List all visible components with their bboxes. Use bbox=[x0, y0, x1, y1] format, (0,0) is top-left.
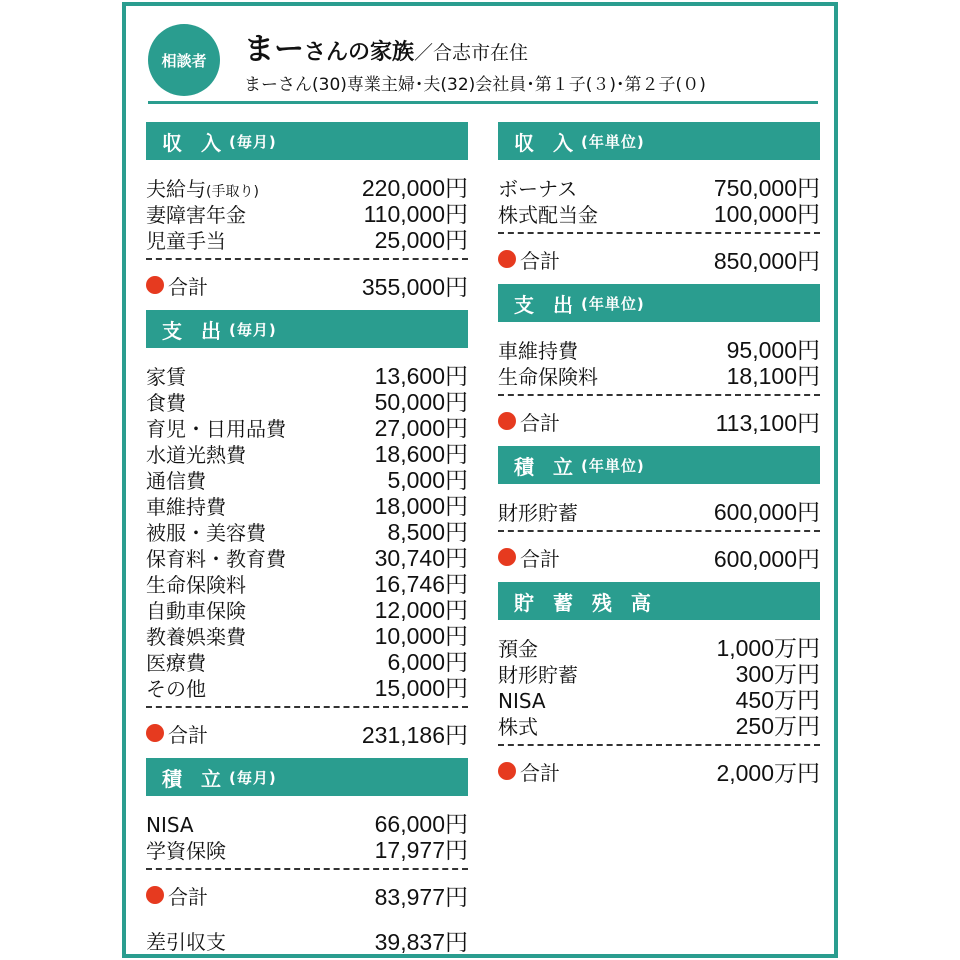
header bbox=[148, 18, 818, 104]
consultant-badge: 相談者 bbox=[148, 24, 220, 96]
total-label-text: 合計 bbox=[168, 722, 208, 747]
list-item bbox=[146, 196, 468, 227]
section-subtitle: (毎月) bbox=[228, 320, 277, 339]
item-value: 18,600円 bbox=[374, 441, 468, 467]
red-dot-icon bbox=[498, 762, 516, 780]
item-label: 預金 bbox=[498, 637, 538, 661]
list-item bbox=[498, 332, 820, 363]
item-value: 13,600円 bbox=[374, 363, 468, 389]
dashed-divider bbox=[498, 530, 820, 532]
list-item bbox=[146, 514, 468, 545]
section-subtitle: (年単位) bbox=[580, 456, 645, 475]
total-label bbox=[498, 407, 560, 436]
item-label: 医療費 bbox=[146, 651, 206, 675]
item-value: 220,000円 bbox=[361, 175, 468, 201]
income-monthly-list bbox=[146, 160, 468, 252]
list-item bbox=[146, 222, 468, 253]
balance-value: 39,837円 bbox=[374, 928, 468, 955]
list-item bbox=[146, 410, 468, 441]
savings-monthly-total bbox=[146, 878, 468, 912]
item-value: 27,000円 bbox=[374, 415, 468, 441]
expense-yearly-list bbox=[498, 322, 820, 388]
item-label: 通信費 bbox=[146, 469, 206, 493]
item-value: 66,000円 bbox=[374, 811, 468, 837]
list-item bbox=[146, 436, 468, 467]
dashed-divider bbox=[146, 706, 468, 708]
item-label: 水道光熱費 bbox=[146, 443, 246, 467]
total-label-text: 合計 bbox=[168, 274, 208, 299]
item-label: 教養娯楽費 bbox=[146, 625, 246, 649]
total-label bbox=[146, 271, 208, 300]
list-item bbox=[498, 708, 820, 739]
section-title: 積 立 bbox=[514, 454, 579, 479]
right-column bbox=[498, 122, 820, 796]
section-title: 支 出 bbox=[514, 292, 579, 317]
section-title: 貯 蓄 残 高 bbox=[514, 590, 657, 615]
item-label: 妻障害年金 bbox=[146, 203, 246, 227]
total-label bbox=[498, 543, 560, 572]
total-label bbox=[146, 881, 208, 910]
item-value: 30,740円 bbox=[374, 545, 468, 571]
left-column bbox=[146, 122, 468, 960]
item-label: 学資保険 bbox=[146, 839, 226, 863]
list-item bbox=[146, 540, 468, 571]
item-value: 450万円 bbox=[735, 687, 820, 713]
item-value: 25,000円 bbox=[374, 227, 468, 253]
list-item bbox=[146, 358, 468, 389]
item-label: 財形貯蓄 bbox=[498, 501, 578, 525]
item-value: 100,000円 bbox=[713, 201, 820, 227]
income-monthly-total bbox=[146, 268, 468, 302]
red-dot-icon bbox=[498, 548, 516, 566]
section-subtitle: (年単位) bbox=[580, 294, 645, 313]
section-subtitle: (毎月) bbox=[228, 768, 277, 787]
item-label: 財形貯蓄 bbox=[498, 663, 578, 687]
list-item bbox=[498, 170, 820, 201]
section-title: 収 入 bbox=[514, 130, 579, 155]
red-dot-icon bbox=[146, 724, 164, 742]
section-savings-yearly bbox=[498, 446, 820, 484]
section-expense-yearly bbox=[498, 284, 820, 322]
section-title: 支 出 bbox=[162, 318, 227, 343]
list-item bbox=[498, 656, 820, 687]
item-label: 株式配当金 bbox=[498, 203, 598, 227]
item-label: 自動車保険 bbox=[146, 599, 246, 623]
dashed-divider bbox=[498, 232, 820, 234]
item-label: NISA bbox=[146, 813, 194, 837]
item-label: 生命保険料 bbox=[146, 573, 246, 597]
item-value: 12,000円 bbox=[374, 597, 468, 623]
list-item bbox=[498, 494, 820, 525]
family-suffix: さんの家族 bbox=[304, 40, 415, 65]
income-yearly-total bbox=[498, 242, 820, 276]
item-label: 車維持費 bbox=[146, 495, 226, 519]
list-item bbox=[498, 630, 820, 661]
red-dot-icon bbox=[498, 250, 516, 268]
item-value: 10,000円 bbox=[374, 623, 468, 649]
item-value: 18,100円 bbox=[726, 363, 820, 389]
section-assets bbox=[498, 582, 820, 620]
item-value: 18,000円 bbox=[374, 493, 468, 519]
family-location: ／合志市在住 bbox=[414, 42, 529, 64]
item-value: 600,000円 bbox=[713, 499, 820, 525]
family-members: まーさん(30)専業主婦･夫(32)会社員･第１子(３)･第２子(０) bbox=[244, 75, 706, 95]
section-expense-monthly bbox=[146, 310, 468, 348]
item-label: ボーナス bbox=[498, 177, 578, 201]
list-item bbox=[498, 196, 820, 227]
section-savings-monthly bbox=[146, 758, 468, 796]
item-value: 6,000円 bbox=[387, 649, 468, 675]
item-label: 食費 bbox=[146, 391, 186, 415]
dashed-divider bbox=[146, 258, 468, 260]
list-item bbox=[146, 488, 468, 519]
item-label: NISA bbox=[498, 689, 546, 713]
item-value: 8,500円 bbox=[387, 519, 468, 545]
list-item bbox=[146, 644, 468, 675]
item-label: 車維持費 bbox=[498, 339, 578, 363]
list-item bbox=[146, 384, 468, 415]
assets-list bbox=[498, 620, 820, 738]
section-title: 積 立 bbox=[162, 766, 227, 791]
household-budget-card bbox=[122, 2, 838, 958]
dashed-divider bbox=[146, 868, 468, 870]
family-title bbox=[244, 24, 528, 68]
item-label: 育児・日用品費 bbox=[146, 417, 286, 441]
savings-monthly-list bbox=[146, 796, 468, 862]
net-balance bbox=[146, 920, 468, 960]
item-label: その他 bbox=[146, 677, 206, 701]
list-item bbox=[146, 670, 468, 701]
total-value: 231,186円 bbox=[361, 721, 468, 748]
expense-yearly-total bbox=[498, 404, 820, 438]
assets-total bbox=[498, 754, 820, 788]
total-label-text: 合計 bbox=[520, 760, 560, 785]
item-value: 95,000円 bbox=[726, 337, 820, 363]
family-name: まー bbox=[244, 32, 304, 67]
total-value: 2,000万円 bbox=[716, 759, 820, 786]
list-item bbox=[146, 170, 468, 201]
list-item bbox=[146, 832, 468, 863]
section-subtitle: (年単位) bbox=[580, 132, 645, 151]
balance-label: 差引収支 bbox=[146, 929, 226, 954]
item-value: 750,000円 bbox=[713, 175, 820, 201]
total-value: 355,000円 bbox=[361, 273, 468, 300]
item-label: 家賃 bbox=[146, 365, 186, 389]
section-title: 収 入 bbox=[162, 130, 227, 155]
item-value: 1,000万円 bbox=[716, 635, 820, 661]
item-value: 17,977円 bbox=[374, 837, 468, 863]
red-dot-icon bbox=[146, 276, 164, 294]
total-label bbox=[498, 245, 560, 274]
total-value: 113,100円 bbox=[715, 409, 820, 436]
item-value: 16,746円 bbox=[374, 571, 468, 597]
expense-monthly-total bbox=[146, 716, 468, 750]
total-value: 850,000円 bbox=[713, 247, 820, 274]
item-value: 5,000円 bbox=[387, 467, 468, 493]
item-value: 250万円 bbox=[735, 713, 820, 739]
total-label-text: 合計 bbox=[168, 884, 208, 909]
list-item bbox=[146, 806, 468, 837]
total-value: 83,977円 bbox=[374, 883, 468, 910]
red-dot-icon bbox=[146, 886, 164, 904]
section-subtitle: (毎月) bbox=[228, 132, 277, 151]
item-label: 被服・美容費 bbox=[146, 521, 266, 545]
item-value: 50,000円 bbox=[374, 389, 468, 415]
red-dot-icon bbox=[498, 412, 516, 430]
item-label bbox=[146, 173, 259, 202]
total-label-text: 合計 bbox=[520, 248, 560, 273]
item-label: 児童手当 bbox=[146, 229, 226, 253]
total-label bbox=[498, 757, 560, 786]
total-label-text: 合計 bbox=[520, 410, 560, 435]
list-item bbox=[146, 592, 468, 623]
list-item bbox=[146, 462, 468, 493]
item-note: (手取り) bbox=[206, 184, 259, 200]
total-label bbox=[146, 719, 208, 748]
list-item bbox=[146, 618, 468, 649]
expense-monthly-list bbox=[146, 348, 468, 700]
item-label: 保育料・教育費 bbox=[146, 547, 286, 571]
dashed-divider bbox=[498, 394, 820, 396]
section-income-monthly bbox=[146, 122, 468, 160]
list-item bbox=[146, 566, 468, 597]
section-income-yearly bbox=[498, 122, 820, 160]
item-value: 15,000円 bbox=[374, 675, 468, 701]
dashed-divider bbox=[498, 744, 820, 746]
income-yearly-list bbox=[498, 160, 820, 226]
total-label-text: 合計 bbox=[520, 546, 560, 571]
item-label: 生命保険料 bbox=[498, 365, 598, 389]
total-value: 600,000円 bbox=[713, 545, 820, 572]
item-label-text: 夫給与 bbox=[146, 177, 206, 201]
item-label: 株式 bbox=[498, 715, 538, 739]
savings-yearly-total bbox=[498, 540, 820, 574]
savings-yearly-list bbox=[498, 484, 820, 524]
list-item bbox=[498, 358, 820, 389]
item-value: 110,000円 bbox=[363, 201, 468, 227]
item-value: 300万円 bbox=[735, 661, 820, 687]
